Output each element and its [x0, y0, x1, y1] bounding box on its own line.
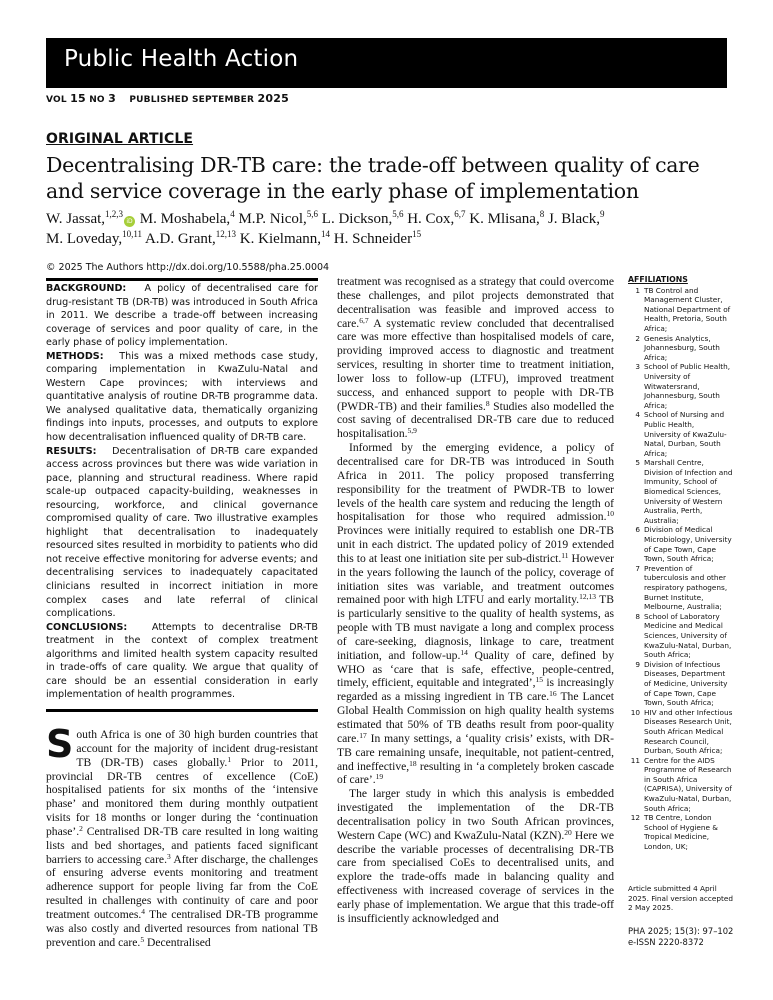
author: M. Moshabela,: [139, 211, 231, 227]
results-text: Decentralisation of DR-TB care expanded access across provinces but there was wide variation in pace, planning and structural readiness. Where rapid scale-up outpaced capacity-building, weaknesses in resourcing, workforce, and clinical governance compromised quality of care. Two illustrative examples highlight that decentralisation to inadequately resourced sites resulted in morbidity to patients who did not receive effective monitoring for adverse events; and decentralising services to inadequately capacitated clinicians resulted in incorrect initiation in more complex cases and late referral of clinical complications.: [46, 445, 319, 620]
affiliation-item: [628, 708, 733, 756]
affiliation-item: [628, 813, 733, 851]
affiliation-number: 11: [630, 755, 640, 765]
author: J. Black,: [547, 211, 601, 227]
author-affiliation-ref: 15: [412, 229, 422, 239]
results-label: RESULTS:: [46, 445, 97, 457]
submission-dates: Article submitted 4 April 2025. Final version accepted 2 May 2025.: [628, 884, 733, 913]
background-label: BACKGROUND:: [46, 283, 127, 294]
conclusions-text: Attempts to decentralise DR-TB treatment in the context of complex treatment algorithms and limited health system capacity resulted in trade-offs of care quality. We argue that quality of care should be an essential consideration in early implementation of health programmes.: [46, 621, 318, 701]
abstract-background: [46, 282, 318, 350]
vol-label: VOL: [46, 95, 67, 105]
author: M.P. Nicol,: [238, 211, 307, 227]
reference-citation[interactable]: 12,13: [579, 592, 596, 602]
body-column-2: [337, 275, 614, 926]
reference-citation[interactable]: 5,9: [407, 426, 417, 436]
author-affiliation-ref: 1,2,3: [105, 209, 124, 219]
affiliation-text: TB Centre, London School of Hygiene & Tropical Medicine, London, UK;: [644, 813, 718, 852]
author-affiliation-ref: 10,11: [122, 229, 143, 239]
abstract-results: [46, 445, 318, 621]
reference-citation[interactable]: 16: [549, 689, 557, 699]
affiliation-item: [628, 458, 733, 525]
author-affiliation-ref: 12,13: [215, 229, 237, 239]
author: W. Jassat,: [46, 211, 106, 227]
author-affiliation-ref: 9: [600, 209, 605, 219]
article-type: ORIGINAL ARTICLE: [46, 131, 194, 147]
author-affiliation-ref: 8: [539, 209, 545, 219]
affiliation-text: Division of Infectious Diseases, Department of Medicine, University of Cape Town, Cape Town, South Africa;: [644, 659, 728, 708]
reference-citation[interactable]: 6,7: [359, 315, 369, 325]
affiliation-text: Prevention of tuberculosis and other respiratory pathogens, Burnet Institute, Melbourne, Australia;: [644, 563, 728, 612]
article-title: Decentralising DR-TB care: the trade-off between quality of care and service coverage in the early phase of implementation: [46, 153, 700, 203]
affiliation-item: [628, 756, 733, 814]
issn: e-ISSN 2220-8372: [628, 937, 704, 947]
conclusions-label: CONCLUSIONS:: [46, 621, 128, 633]
paragraph: Informed by the emerging evidence, a policy of decentralised care for DR-TB was introduced in South Africa in 2011. The policy proposed transferring responsibility for the treatment of PWDR-TB to lower levels of the health care system and reducing the length of hospitalisation for those who required admission.$^{10}$ Provinces were initially required to establish one DR-TB unit in each district. The updated policy of 2019 extended this to at least one initiation site per sub-district.$^{11}$ However in the years following the launch of the policy, coverage of initiation sites was variable, and treatment outcomes remained poor with high LTFU and early mortality.$^{12,13}$ TB is particularly sensitive to the quality of health systems, as people with TB must navigate a long and complex process of care-seeking, diagnosis, linkage to care, treatment initiation, and follow-up.$^{14}$ Quality of care, defined by WHO as ‘care that is safe, effective, people-centred, timely, efficient, equitable and integrated’,$^{15}$ is increasingly regarded as a missing ingredient in TB care.$^{16}$ The Lancet Global Health Commission on high quality health systems estimated that 50% of TB deaths result from poor-quality care.$^{17}$ In many settings, a ‘quality crisis’ exists, with DR-TB care remaining unsafe, inequitable, not patient-centred, and ineffective,$^{18}$ resulting in ‘a completely broken cascade of care’.$^{19}$: [337, 441, 615, 787]
reference-citation[interactable]: 11: [561, 550, 569, 560]
paragraph: outh Africa is one of 30 high burden countries that account for the majority of incident drug-resistant TB (DR-TB) cases globally.$^1$ Prior to 2011, provincial DR-TB centres of excellence (CoE) hospitalised patients for six months of the ‘intensive phase’ and monitored them during monthly outpatient visits for 18 months or longer during the ‘continuation phase’.$^2$ Centralised DR-TB care resulted in long waiting lists and bed shortages, and patients faced significant barriers to accessing care.$^3$ After discharge, the challenges of ensuring adverse events monitoring and treatment adherence support for people living far from the CoE resulted in challenges with continuity of care and poor treatment outcomes.$^4$ The centralised DR-TB programme was also costly and diverted resources from national TB prevention and care.$^5$ Decentralised: [46, 728, 319, 949]
affiliations-list: [628, 286, 733, 852]
reference-citation[interactable]: 15: [535, 675, 544, 685]
affiliation-item: [628, 286, 733, 334]
affiliation-number: 1: [635, 285, 640, 295]
author-affiliation-ref: 6,7: [454, 209, 466, 219]
reference-citation[interactable]: 14: [460, 647, 468, 657]
reference-citation[interactable]: 3: [166, 851, 171, 861]
affiliation-number: 3: [635, 362, 640, 372]
copyright-doi[interactable]: © 2025 The Authors http://dx.doi.org/10.5588/pha.25.0004: [46, 262, 330, 273]
affiliation-number: 4: [635, 410, 640, 420]
background-text: A policy of decentralised care for drug-resistant TB (DR-TB) was introduced in South Africa in 2011. We describe a trade-off between increasing coverage of services and poor quality of care, in the early phase of policy implementation.: [46, 283, 319, 349]
reference-citation[interactable]: 4: [141, 906, 146, 916]
affiliation-item: [628, 362, 733, 410]
affiliation-number: 9: [635, 659, 640, 669]
reference-citation[interactable]: 10: [606, 509, 614, 519]
methods-label: METHODS:: [46, 350, 104, 362]
affiliation-number: 7: [635, 563, 640, 573]
affiliation-item: [628, 612, 733, 660]
affiliation-text: School of Nursing and Public Health, University of KwaZulu-Natal, Durban, South Africa;: [644, 410, 727, 458]
reference-citation[interactable]: 1: [227, 754, 232, 764]
orcid-icon[interactable]: iD: [124, 216, 135, 227]
affiliation-text: Genesis Analytics, Johannesburg, South Africa;: [644, 333, 720, 362]
affiliation-number: 6: [635, 525, 640, 535]
affiliation-number: 10: [630, 707, 640, 717]
affiliation-number: 5: [635, 458, 640, 468]
abstract-conclusions: [46, 621, 318, 702]
column-2-text: [337, 275, 614, 926]
abstract-bottom-rule: [46, 709, 318, 712]
citation: PHA 2025; 15(3): 97–102: [628, 926, 734, 936]
author-affiliation-ref: 14: [321, 229, 331, 239]
affiliation-text: TB Control and Management Cluster, National Department of Health, Pretoria, South Africa;: [644, 285, 731, 333]
paragraph: The larger study in which this analysis is embedded investigated the implementation of the DR-TB decentralisation policy in two South African provinces, Western Cape (WC) and KwaZulu-Natal (KZN).$^{20}$ Here we describe the variable processes of decentralising DR-TB care from specialised CoEs to decentralised units, and explore the trade-offs made in balancing quality and effectiveness with increased coverage of services in the early phase of implementation. We argue that this trade-off is insufficiently acknowledged and: [337, 787, 614, 925]
author: H. Schneider: [333, 231, 413, 247]
affiliation-number: 8: [635, 611, 640, 621]
journal-name: Public Health Action: [64, 46, 299, 72]
affiliation-text: Marshall Centre, Division of Infection and Immunity, School of Biomedical Sciences, University of Western Australia, Perth, Australia;: [644, 458, 733, 525]
author: M. Loveday,: [46, 231, 123, 247]
abstract: [46, 282, 318, 702]
reference-citation[interactable]: 18: [409, 758, 417, 768]
drop-cap: S: [46, 722, 74, 766]
author-affiliation-ref: 4: [230, 209, 235, 219]
author-list: [46, 209, 686, 249]
affiliation-text: Centre for the AIDS Programme of Research in South Africa (CAPRISA), University of KwaZulu-Natal, Durban, South Africa;: [644, 755, 732, 813]
affiliations-heading: AFFILIATIONS: [628, 275, 688, 284]
affiliations: [628, 275, 733, 852]
methods-text: This was a mixed methods case study, comparing implementation in KwaZulu-Natal and Western Cape provinces; with interviews and quantitative analysis of routine DR-TB programme data. We analysed qualitative data, thematically organizing findings into inputs, processes, and outputs to explore how decentralisation influenced quality of DR-TB care.: [46, 350, 318, 444]
author: K. Kielmann,: [239, 231, 322, 247]
author-affiliation-ref: 5,6: [392, 209, 404, 219]
body-column-1: [46, 722, 319, 950]
no-label: NO: [89, 95, 105, 105]
citation-info: [628, 926, 738, 948]
reference-citation[interactable]: 17: [359, 730, 367, 740]
published-year: 2025: [257, 92, 289, 105]
affiliation-text: School of Public Health, University of Witwatersrand, Johannesburg, South Africa;: [644, 362, 731, 410]
affiliation-item: [628, 660, 733, 708]
affiliation-text: HIV and other Infectious Diseases Research Unit, South African Medical Research Council, Durban, South Africa;: [644, 707, 733, 756]
affiliation-text: School of Laboratory Medicine and Medical Sciences, University of KwaZulu-Natal, Durban, South Africa;: [644, 611, 732, 660]
reference-citation[interactable]: 20: [564, 827, 572, 837]
reference-citation[interactable]: 19: [375, 772, 384, 782]
published-label: PUBLISHED SEPTEMBER: [129, 95, 255, 105]
reference-citation[interactable]: 2: [79, 823, 83, 833]
abstract-top-rule: [46, 278, 318, 281]
vol-number: 15: [70, 92, 86, 105]
paragraph: treatment was recognised as a strategy that could overcome these challenges, and pilot projects demonstrated that decentralisation was feasible and improved access to care.$^{6,7}$ A systematic review concluded that decentralised care was more effective than hospitalised models of care, providing improved access to diagnostic and treatment services, resulting in shorter time to treatment initiation, lower loss to follow-up (LTFU), improved treatment success, and enhanced support to people with DR-TB (PWDR-TB) and their families.$^8$ Studies also modelled the cost saving of decentralised DR-TB care due to reduced hospitalisation.$^{5,9}$: [337, 275, 614, 441]
affiliation-item: [628, 410, 733, 458]
author: A.D. Grant,: [144, 231, 216, 247]
affiliation-item: [628, 525, 733, 563]
affiliation-item: [628, 334, 733, 363]
abstract-methods: [46, 350, 318, 445]
issue-number: 3: [108, 92, 116, 105]
issue-line: [46, 92, 289, 105]
affiliation-number: 12: [630, 813, 640, 823]
reference-citation[interactable]: 8: [485, 398, 490, 408]
author: L. Dickson,: [321, 211, 393, 227]
affiliation-number: 2: [635, 333, 640, 343]
intro-paragraph: [46, 722, 319, 950]
affiliation-text: Division of Medical Microbiology, University of Cape Town, Cape Town, South Africa;: [644, 525, 732, 564]
reference-citation[interactable]: 5: [140, 934, 145, 944]
author: K. Mlisana,: [469, 211, 540, 227]
author-affiliation-ref: 5,6: [306, 209, 319, 219]
journal-masthead: [46, 38, 727, 88]
author: H. Cox,: [407, 211, 455, 227]
affiliation-item: [628, 564, 733, 612]
